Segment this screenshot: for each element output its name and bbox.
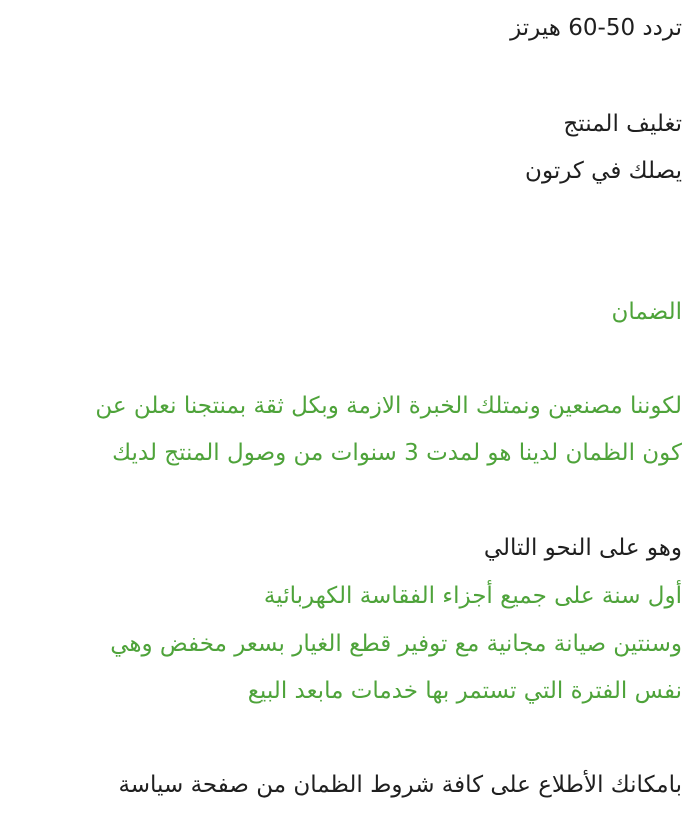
packaging-heading: تغليف المنتج <box>563 111 682 137</box>
frequency-spec: تردد 50-60 هيرتز <box>510 15 682 41</box>
warranty-term-line-2: وسنتين صيانة مجانية مع توفير قطع الغيار بسعر مخفض وهي <box>110 631 682 657</box>
warranty-term-line-1: أول سنة على جميع أجزاء الفقاسة الكهربائية <box>263 583 682 609</box>
warranty-intro-line-1: لكوننا مصنعين ونمتلك الخبرة الازمة وبكل ثقة بمنتجنا نعلن عن <box>95 393 682 419</box>
warranty-terms-heading: وهو على النحو التالي <box>483 535 682 561</box>
warranty-heading: الضمان <box>611 299 682 325</box>
warranty-intro-line-2: كون الظمان لدينا هو لمدت 3 سنوات من وصول المنتج لديك <box>112 440 682 466</box>
warranty-policy-note: بامكانك الأطلاع على كافة شروط الظمان من صفحة سياسة <box>118 772 682 798</box>
warranty-term-line-3: نفس الفترة التي تستمر بها خدمات مابعد البيع <box>247 678 682 704</box>
packaging-detail: يصلك في كرتون <box>525 158 682 184</box>
